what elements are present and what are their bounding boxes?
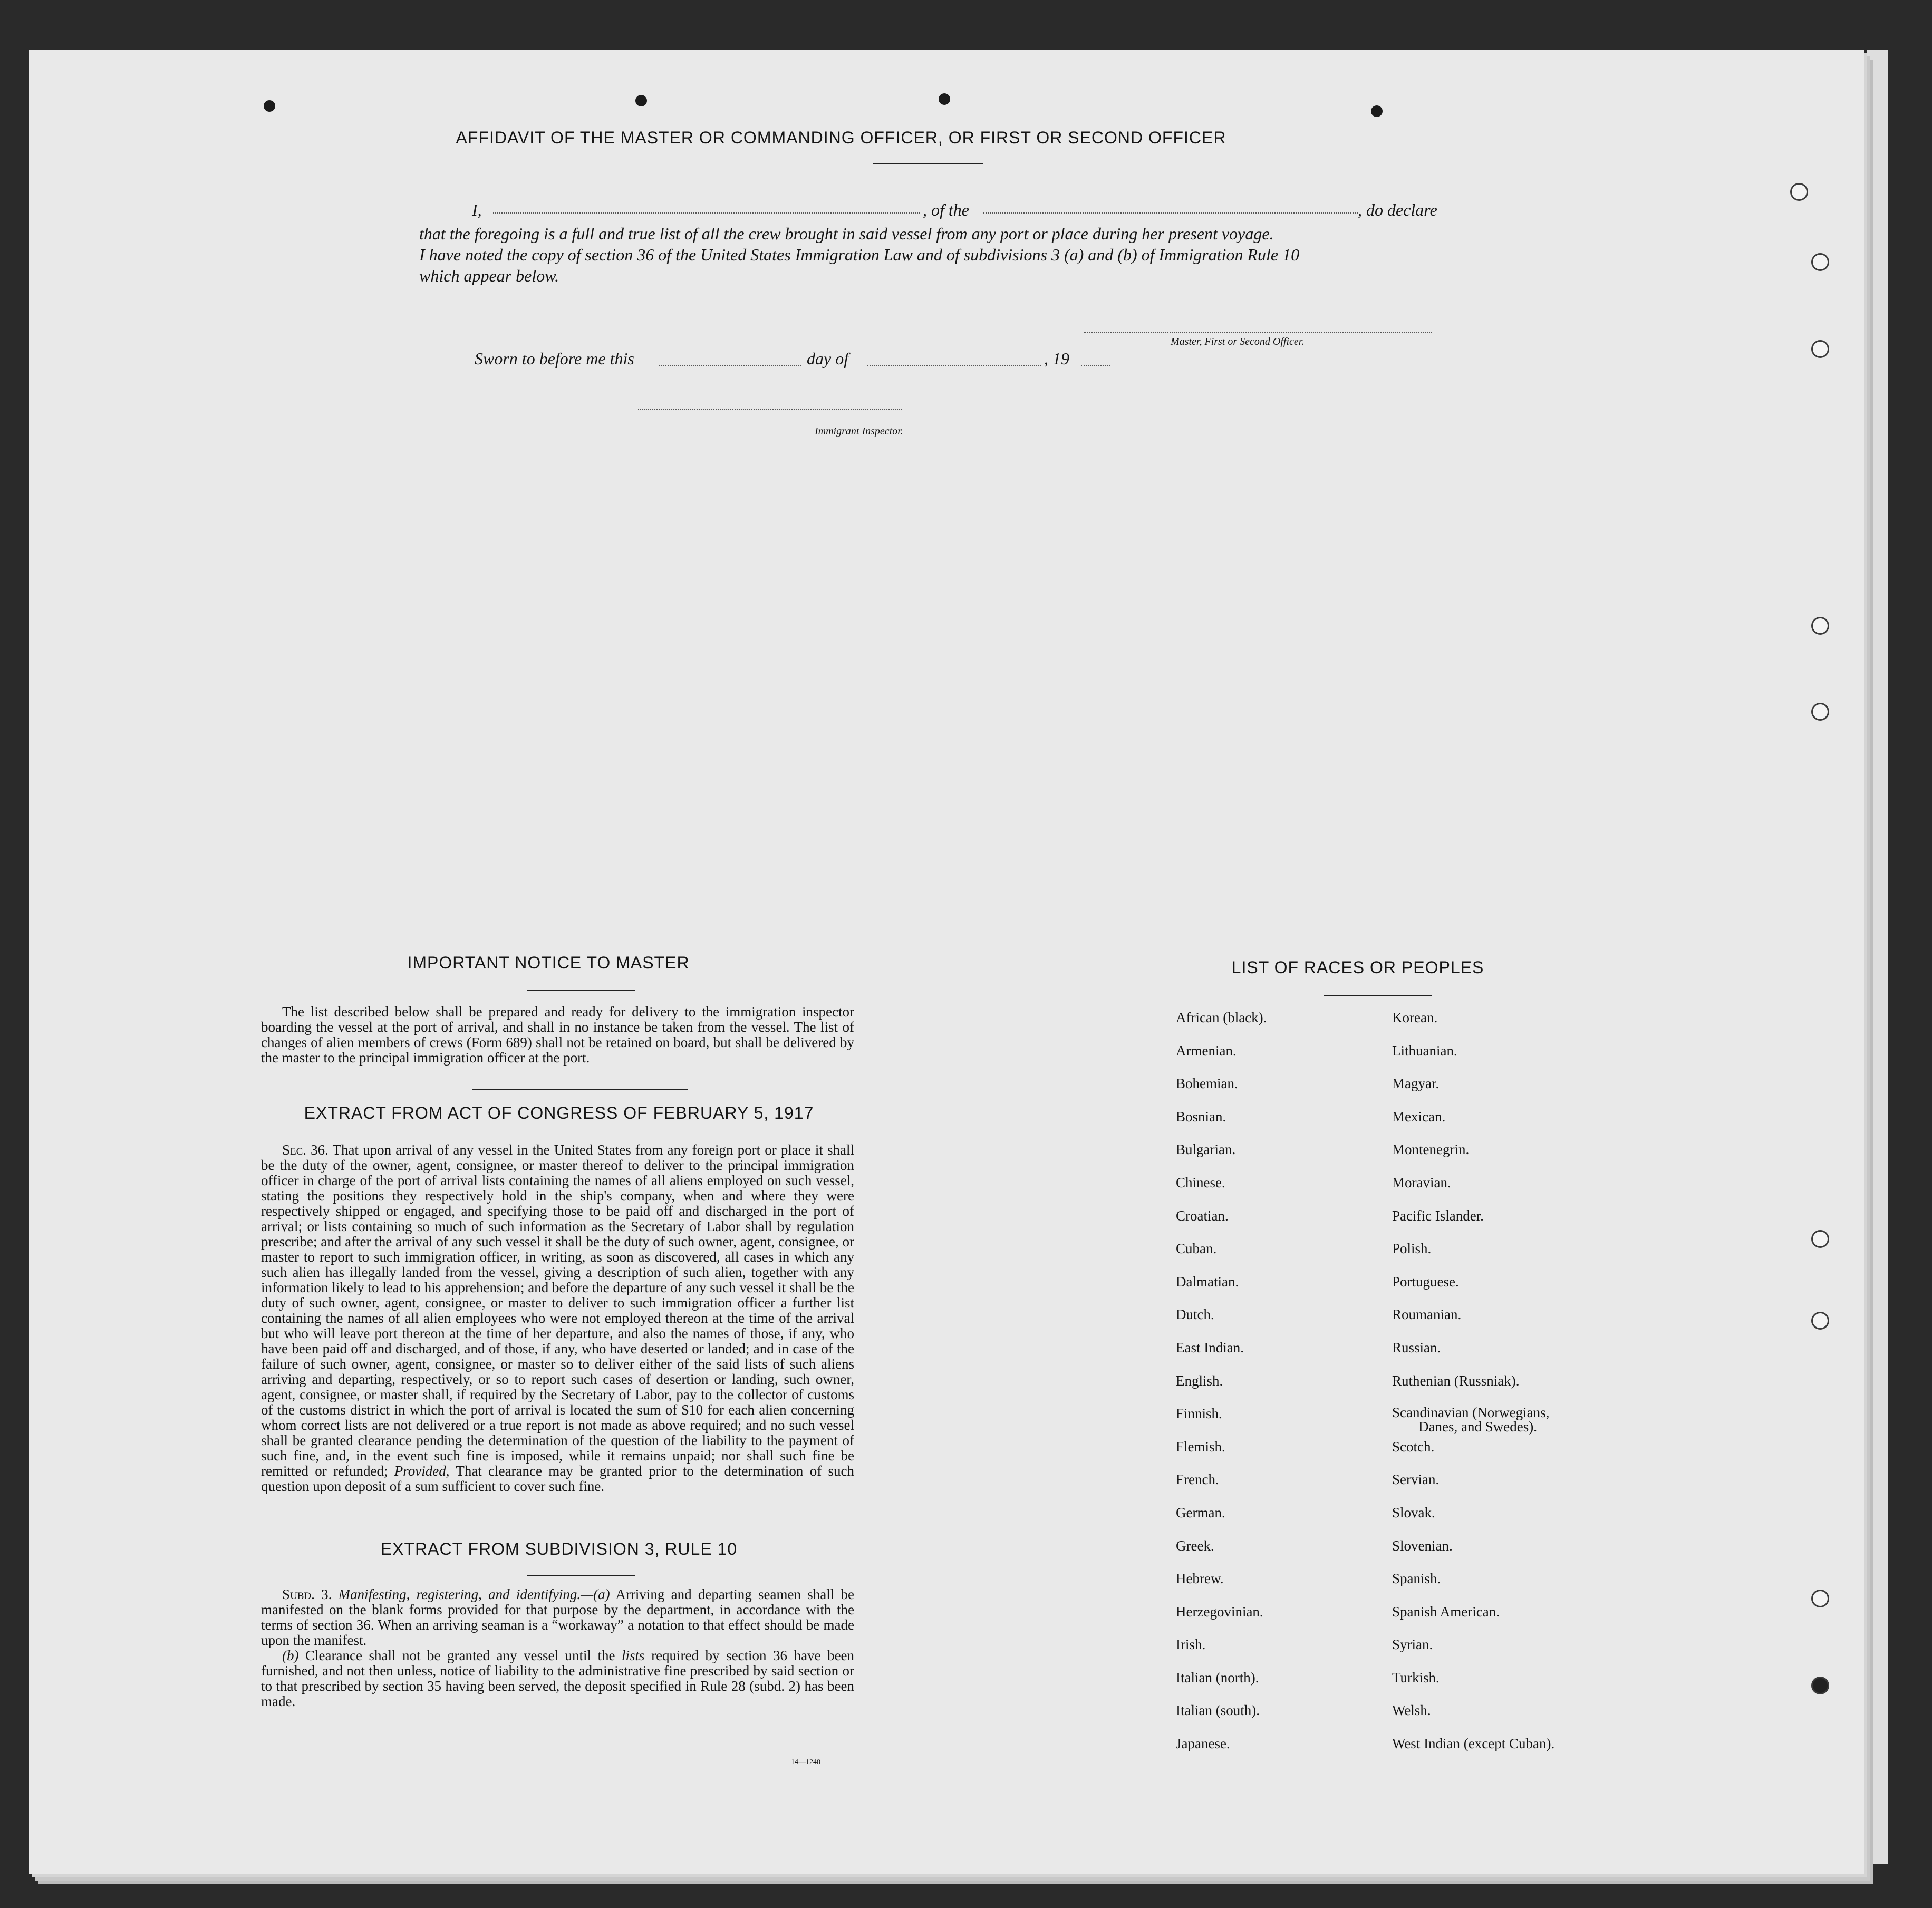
race-item xyxy=(1392,1670,1554,1703)
race-label: Scandinavian (Norwegians, xyxy=(1392,1405,1550,1421)
race-item xyxy=(1392,1571,1554,1604)
race-item xyxy=(1176,1471,1267,1505)
sworn-year-blank[interactable] xyxy=(1081,365,1110,366)
rule-extract-title-rule xyxy=(527,1575,635,1576)
race-label: Korean. xyxy=(1392,1010,1438,1025)
binder-hole xyxy=(1811,1230,1829,1248)
races-title-rule xyxy=(1324,995,1432,996)
binder-hole xyxy=(1811,1590,1829,1607)
race-item xyxy=(1176,1670,1267,1703)
race-label: Croatian. xyxy=(1176,1207,1229,1224)
officer-signature-blank[interactable] xyxy=(1084,332,1432,333)
act-extract-title: EXTRACT FROM ACT OF CONGRESS OF FEBRUARY 5, 1917 xyxy=(304,1103,814,1122)
race-label: Bosnian. xyxy=(1176,1108,1226,1125)
race-label: Mexican. xyxy=(1392,1108,1446,1125)
race-item xyxy=(1392,1636,1554,1670)
binder-hole xyxy=(1811,253,1829,271)
inspector-caption: Immigrant Inspector. xyxy=(815,425,903,437)
sworn-month-blank[interactable] xyxy=(867,365,1041,366)
sworn-year: , 19 xyxy=(1044,349,1069,368)
race-item xyxy=(1176,1043,1267,1076)
race-item xyxy=(1392,1241,1554,1274)
form-number: 14—1240 xyxy=(791,1758,820,1766)
race-label: Japanese. xyxy=(1176,1736,1230,1752)
race-label-continuation: Danes, and Swedes). xyxy=(1418,1419,1537,1435)
race-item xyxy=(1176,1306,1267,1340)
race-item xyxy=(1392,1702,1554,1736)
race-item xyxy=(1176,1241,1267,1274)
race-label: French. xyxy=(1176,1471,1219,1488)
race-label: Italian (north). xyxy=(1176,1669,1259,1686)
affidavit-name-blank[interactable] xyxy=(493,212,920,214)
races-column-1 xyxy=(1176,1010,1267,1769)
race-label: African (black). xyxy=(1176,1010,1267,1025)
race-label: Turkish. xyxy=(1392,1669,1440,1686)
punch-hole-mark xyxy=(939,93,950,105)
race-label: Bohemian. xyxy=(1176,1076,1238,1092)
race-label: Moravian. xyxy=(1392,1174,1451,1190)
notice-separator-rule xyxy=(472,1089,688,1090)
race-label: Spanish American. xyxy=(1392,1603,1500,1620)
race-item xyxy=(1176,1505,1267,1538)
underlying-page-edge xyxy=(1867,50,1888,1864)
affidavit-do-declare: , do declare xyxy=(1358,200,1437,219)
race-item xyxy=(1392,1076,1554,1109)
affidavit-line-2: that the foregoing is a full and true list of all the crew brought in said vessel from any port or place during her present voyage. xyxy=(419,224,1274,243)
sworn-day-blank[interactable] xyxy=(659,365,801,366)
act-extract-text: Sec. 36. That upon arrival of any vessel in the United States from any foreign port or place it shall be the duty of the owner, agent, consignee, or master thereof to deliver to the principal immigration officer in charge of the port of arrival lists containing the names of all aliens employed on such vessel, stating the positions they respectively hold in the ship's company, when and where they were respectively shipped or engaged, and specifying those to be paid off and discharged in the port of arrival; or lists containing so much of such information as the Secretary of Labor shall by regulation prescribe; and after the arrival of any such vessel it shall be the duty of such owner, agent, consignee, or master to report to such immigration officer, in writing, as soon as discovered, all cases in which any such alien has illegally landed from the vessel, giving a description of such alien, together with any information likely to lead to his apprehension; and before the departure of any such vessel it shall be the duty of such owner, agent, consignee, or master to deliver to such immigration officer a further list containing the names of all alien employees who were not employed thereon at the time of the arrival but who will leave port thereon at the time of her departure, and also the names of those, if any, who have been paid off and discharged, and of those, if any, who have deserted or landed; and in case of the failure of such owner, agent, consignee, or master so to deliver either of the said lists of such aliens arriving and departing, respectively, or so to report such cases of desertion or landing, such owner, agent, consignee, or master shall, if required by the Secretary of Labor, pay to the collector of customs of the customs district in which the port of arrival is located the sum of $10 for each alien concerning whom correct lists are not delivered or a true report is not made as above required; and no such vessel shall be granted clearance pending the determination of the question of the liability to the payment of such fine, and, in the event such fine is imposed, while it remains unpaid; nor shall such fine be remitted or refunded; Provided, That clearance may be granted prior to the determination of such question upon deposit of a sum sufficient to cover such fine. xyxy=(261,1142,855,1494)
race-label: West Indian (except Cuban). xyxy=(1392,1736,1555,1752)
race-label: Greek. xyxy=(1176,1537,1214,1554)
manifest-page xyxy=(29,50,1864,1874)
race-label: Italian (south). xyxy=(1176,1702,1260,1719)
inspector-signature-blank[interactable] xyxy=(638,409,902,410)
binder-hole xyxy=(1811,617,1829,635)
race-label: Scotch. xyxy=(1392,1438,1435,1455)
race-item xyxy=(1176,1538,1267,1571)
officer-caption: Master, First or Second Officer. xyxy=(1171,336,1305,347)
affidavit-line-4: which appear below. xyxy=(419,266,559,285)
race-label: Finnish. xyxy=(1176,1406,1222,1422)
race-item xyxy=(1176,1109,1267,1142)
race-label: Montenegrin. xyxy=(1392,1141,1470,1158)
race-item xyxy=(1176,1340,1267,1373)
race-label: Russian. xyxy=(1392,1339,1441,1355)
rule-extract-text: Subd. 3. Manifesting, registering, and identifying.—(a) Arriving and departing seamen shall be manifested on the blank forms provided for that purpose by the department, in accordance with the terms of section 36. When an arriving seaman is a “workaway” a notation to that effect should be made upon the manifest. (b) Clearance shall not be granted any vessel until the lists required by section 36 have been furnished, and not then unless, notice of liability to the administrative fine prescribed by said section or to that prescribed by section 35 having been served, the deposit specified in Rule 28 (subd. 2) has been made. xyxy=(261,1586,855,1709)
race-item xyxy=(1392,1505,1554,1538)
race-item xyxy=(1392,1010,1554,1043)
race-item xyxy=(1392,1439,1554,1472)
race-item xyxy=(1392,1043,1554,1076)
race-label: Slovak. xyxy=(1392,1504,1435,1520)
notice-title-rule xyxy=(527,990,635,991)
race-label: East Indian. xyxy=(1176,1339,1244,1355)
race-item xyxy=(1392,1406,1554,1439)
affidavit-title: AFFIDAVIT OF THE MASTER OR COMMANDING OFFICER, OR FIRST OR SECOND OFFICER xyxy=(456,128,1226,147)
race-label: Hebrew. xyxy=(1176,1571,1224,1587)
race-label: Lithuanian. xyxy=(1392,1042,1457,1059)
race-item xyxy=(1392,1604,1554,1637)
race-item xyxy=(1176,1373,1267,1406)
race-item xyxy=(1176,1636,1267,1670)
race-label: Bulgarian. xyxy=(1176,1141,1236,1158)
binder-hole xyxy=(1811,703,1829,721)
race-item xyxy=(1392,1208,1554,1241)
race-label: Polish. xyxy=(1392,1241,1432,1257)
race-label: Slovenian. xyxy=(1392,1537,1453,1554)
race-label: German. xyxy=(1176,1504,1225,1520)
race-item xyxy=(1176,1010,1267,1043)
affidavit-of-the: , of the xyxy=(923,200,969,219)
binder-hole xyxy=(1811,1312,1829,1330)
rule-extract-title: EXTRACT FROM SUBDIVISION 3, RULE 10 xyxy=(380,1539,738,1558)
race-label: Cuban. xyxy=(1176,1241,1217,1257)
race-label: Chinese. xyxy=(1176,1174,1225,1190)
race-label: Armenian. xyxy=(1176,1042,1237,1059)
race-item xyxy=(1176,1274,1267,1307)
notice-title: IMPORTANT NOTICE TO MASTER xyxy=(407,953,690,972)
race-item xyxy=(1392,1471,1554,1505)
race-label: Magyar. xyxy=(1392,1076,1440,1092)
punch-hole-mark xyxy=(635,95,647,106)
affidavit-line-1: I, xyxy=(472,200,482,219)
affidavit-line-3: I have noted the copy of section 36 of the United States Immigration Law and of subdivisions 3 (a) and (b) of Immigration Rule 10 xyxy=(419,245,1300,264)
race-label: Dalmatian. xyxy=(1176,1273,1239,1290)
race-label: Pacific Islander. xyxy=(1392,1207,1484,1224)
punch-hole-mark xyxy=(1371,105,1383,117)
race-item xyxy=(1176,1736,1267,1769)
race-item xyxy=(1392,1538,1554,1571)
affidavit-vessel-blank[interactable] xyxy=(983,212,1358,214)
sworn-prefix: Sworn to before me this xyxy=(475,349,634,368)
race-item xyxy=(1392,1109,1554,1142)
race-label: Irish. xyxy=(1176,1636,1206,1653)
race-label: Herzegovinian. xyxy=(1176,1603,1263,1620)
race-item xyxy=(1392,1141,1554,1175)
race-item xyxy=(1392,1340,1554,1373)
race-label: Servian. xyxy=(1392,1471,1440,1488)
race-item xyxy=(1392,1306,1554,1340)
sworn-day-of: day of xyxy=(807,349,849,368)
race-label: Roumanian. xyxy=(1392,1306,1462,1323)
race-item xyxy=(1392,1736,1554,1769)
notice-text: The list described below shall be prepared and ready for delivery to the immigration inspector boarding the vessel at the port of arrival, and shall in no instance be taken from the vessel. The list of changes of alien members of crews (Form 689) shall not be retained on board, but shall be delivered by the master to the principal immigration officer at the port. xyxy=(261,1004,854,1066)
race-item xyxy=(1392,1274,1554,1307)
race-item xyxy=(1392,1373,1554,1406)
race-label: English. xyxy=(1176,1372,1223,1389)
race-label: Dutch. xyxy=(1176,1306,1214,1323)
race-item xyxy=(1392,1175,1554,1208)
race-item xyxy=(1176,1604,1267,1637)
races-title: LIST OF RACES OR PEOPLES xyxy=(1231,958,1484,977)
race-item xyxy=(1176,1141,1267,1175)
race-item xyxy=(1176,1571,1267,1604)
race-label: Flemish. xyxy=(1176,1438,1225,1455)
race-item xyxy=(1176,1076,1267,1109)
race-label: Syrian. xyxy=(1392,1636,1433,1653)
binder-hole xyxy=(1790,183,1808,201)
races-column-2 xyxy=(1392,1010,1554,1769)
punch-hole-mark xyxy=(264,100,275,112)
race-item xyxy=(1176,1702,1267,1736)
race-label: Spanish. xyxy=(1392,1571,1441,1587)
race-label: Portuguese. xyxy=(1392,1273,1459,1290)
race-label: Welsh. xyxy=(1392,1702,1431,1719)
act-section-label: Sec. 36. xyxy=(282,1142,329,1158)
binder-hole xyxy=(1811,340,1829,358)
race-item xyxy=(1176,1406,1267,1439)
race-item xyxy=(1176,1439,1267,1472)
race-label: Ruthenian (Russniak). xyxy=(1392,1372,1520,1389)
affidavit-title-rule xyxy=(873,163,983,164)
race-item xyxy=(1176,1175,1267,1208)
race-item xyxy=(1176,1208,1267,1241)
binder-hole xyxy=(1811,1677,1829,1694)
